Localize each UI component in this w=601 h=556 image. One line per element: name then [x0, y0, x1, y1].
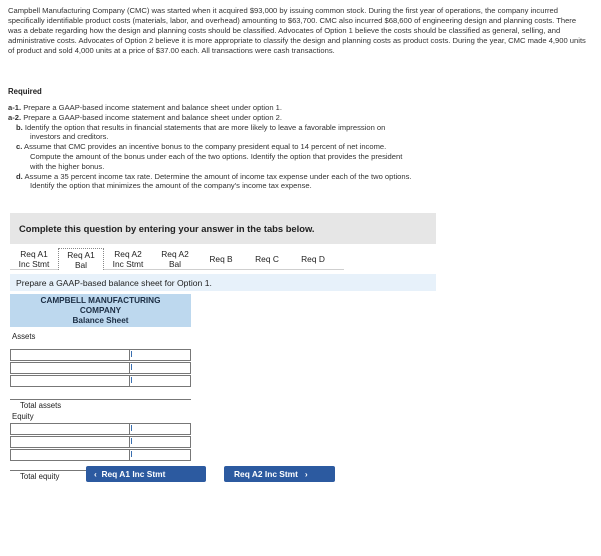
total-equity-label: Total equity: [10, 470, 191, 482]
requirements-list: [8, 103, 593, 191]
next-tab-button[interactable]: [224, 466, 335, 482]
instruction-banner: [10, 213, 436, 244]
prev-tab-button[interactable]: [86, 466, 206, 482]
requirement-c-cont: Compute the amount of the bonus under each of the two options. Identify the option that provides the president: [30, 151, 403, 161]
assets-input-row[interactable]: [10, 349, 191, 361]
total-assets-label: Total assets: [10, 399, 191, 411]
requirement-c-cont2: with the higher bonus.: [30, 161, 105, 171]
requirement-d: d. Assume a 35 percent income tax rate. Determine the amount of income tax expense under each of the two options.: [16, 171, 412, 181]
requirement-tabs: [10, 248, 336, 270]
requirement-b: b. Identify the option that results in financial statements that are more likely to leave a favorable impression on: [16, 122, 386, 132]
requirement-c: c. Assume that CMC provides an incentive bonus to the company president equal to 14 percent of net income.: [16, 142, 387, 152]
requirement-d-cont: Identify the option that minimizes the amount of the company's income tax expense.: [30, 181, 312, 191]
tab-req-c[interactable]: Req C: [244, 248, 290, 270]
tab-req-a1-inc-stmt[interactable]: Req A1 Inc Stmt: [10, 248, 58, 270]
equity-input-row[interactable]: [10, 423, 191, 435]
requirement-a2: a-2. Prepare a GAAP-based income statement and balance sheet under option 2.: [8, 112, 282, 122]
balance-sheet-header: [10, 294, 191, 327]
equity-label: Equity: [12, 412, 34, 421]
assets-label: Assets: [12, 332, 36, 341]
tab-req-b[interactable]: Req B: [198, 248, 244, 270]
required-heading: Required: [8, 87, 42, 96]
next-button-label: Req A2 Inc Stmt: [234, 469, 298, 479]
company-name: CAMPBELL MANUFACTURING: [40, 296, 161, 305]
tab-req-a2-inc-stmt[interactable]: Req A2 Inc Stmt: [104, 248, 152, 270]
statement-title: Balance Sheet: [72, 316, 129, 325]
tab-req-d[interactable]: Req D: [290, 248, 336, 270]
balance-sheet-table: [10, 294, 191, 482]
instruction-subheader: [10, 274, 436, 291]
assets-input-row[interactable]: [10, 375, 191, 387]
chevron-right-icon: ›: [304, 469, 308, 479]
assets-input-row[interactable]: [10, 362, 191, 374]
requirement-a1: a-1. Prepare a GAAP-based income statement and balance sheet under option 1.: [8, 103, 282, 112]
prev-button-label: Req A1 Inc Stmt: [101, 469, 166, 479]
requirement-b-cont: investors and creditors.: [30, 132, 109, 142]
company-name-line2: COMPANY: [79, 306, 122, 315]
banner-text: Complete this question by entering your answer in the tabs below.: [19, 223, 315, 234]
tab-req-a1-bal[interactable]: Req A1 Bal: [58, 248, 104, 270]
chevron-left-icon: ‹: [94, 469, 97, 479]
equity-input-row[interactable]: [10, 436, 191, 448]
problem-statement: Campbell Manufacturing Company (CMC) was started when it acquired $93,000 by issuing common stock. During the first year of operations, the company incurred specifically identifiable product costs (materials, labor, and overhead) amounting to $63,700. CMC also incurred $68,600 of engineering design and planning costs. There was a debate regarding how the design and planning costs should be classified. Advocates of Option 1 believe the costs should be classified as general, selling, and administrative costs. Advocates of Option 2 believe it is more appropriate to classify the design and planning costs as product costs. During the year, CMC made 4,900 units of product and sold 4,000 units at a price of $37.00 each. All transactions were cash transactions.: [8, 6, 586, 55]
tab-req-a2-bal[interactable]: Req A2 Bal: [152, 248, 198, 270]
instruction-text: Prepare a GAAP-based balance sheet for Option 1.: [16, 278, 212, 288]
equity-input-row[interactable]: [10, 449, 191, 461]
